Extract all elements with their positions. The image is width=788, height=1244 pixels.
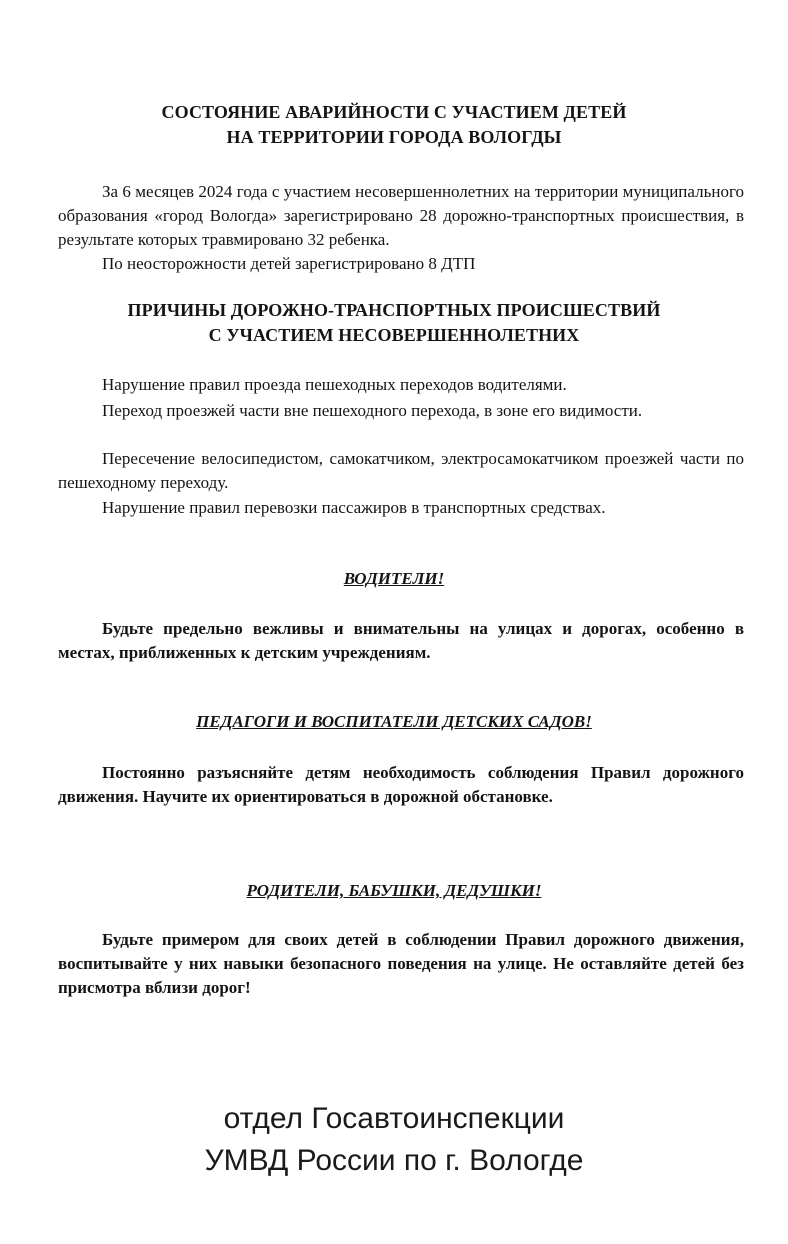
cause-item: Нарушение правил перевозки пассажиров в транспортных средствах. bbox=[102, 498, 606, 517]
issuer-line-1: отдел Госавтоинспекции bbox=[223, 1102, 565, 1135]
document-title-line-2: НА ТЕРРИТОРИИ ГОРОДА ВОЛОГДЫ bbox=[226, 127, 562, 147]
parents-text: Будьте примером для своих детей в соблюдении Правил дорожного движения, воспитывайте у них навыки безопасного поведения на улице. Не оставляйте детей без присмотра вблизи дорог! bbox=[58, 930, 744, 997]
causes-title bbox=[0, 298, 788, 348]
document-title bbox=[0, 100, 788, 150]
cause-item: Нарушение правил проезда пешеходных переходов водителями. bbox=[102, 375, 567, 394]
document-title-line-1: СОСТОЯНИЕ АВАРИЙНОСТИ С УЧАСТИЕМ ДЕТЕЙ bbox=[161, 102, 627, 122]
issuer-signature bbox=[0, 1098, 788, 1182]
causes-title-line-2: С УЧАСТИЕМ НЕСОВЕРШЕННОЛЕТНИХ bbox=[208, 325, 580, 345]
drivers-heading: ВОДИТЕЛИ! bbox=[343, 569, 445, 588]
cause-item: Переход проезжей части вне пешеходного перехода, в зоне его видимости. bbox=[102, 401, 643, 420]
causes-title-line-1: ПРИЧИНЫ ДОРОЖНО-ТРАНСПОРТНЫХ ПРОИСШЕСТВИЙ bbox=[127, 300, 661, 320]
cause-item: Пересечение велосипедистом, самокатчиком, электросамокатчиком проезжей части по пешеходному переходу. bbox=[58, 449, 744, 492]
intro-paragraph-careless: По неосторожности детей зарегистрировано 8 ДТП bbox=[102, 254, 476, 273]
drivers-text: Будьте предельно вежливы и внимательны на улицах и дорогах, особенно в местах, приближенных к детским учреждениям. bbox=[58, 619, 744, 662]
issuer-line-2: УМВД России по г. Вологде bbox=[204, 1144, 584, 1177]
teachers-text: Постоянно разъясняйте детям необходимость соблюдения Правил дорожного движения. Научите их ориентироваться в дорожной обстановке. bbox=[58, 763, 744, 806]
teachers-heading: ПЕДАГОГИ И ВОСПИТАТЕЛИ ДЕТСКИХ САДОВ! bbox=[196, 712, 592, 731]
parents-heading: РОДИТЕЛИ, БАБУШКИ, ДЕДУШКИ! bbox=[246, 881, 542, 900]
intro-paragraph: За 6 месяцев 2024 года с участием несовершеннолетних на территории муниципального образования «город Вологда» зарегистрировано 28 дорожно-транспортных происшествия, в результате которых травмировано 32 ребенка. bbox=[58, 182, 744, 249]
